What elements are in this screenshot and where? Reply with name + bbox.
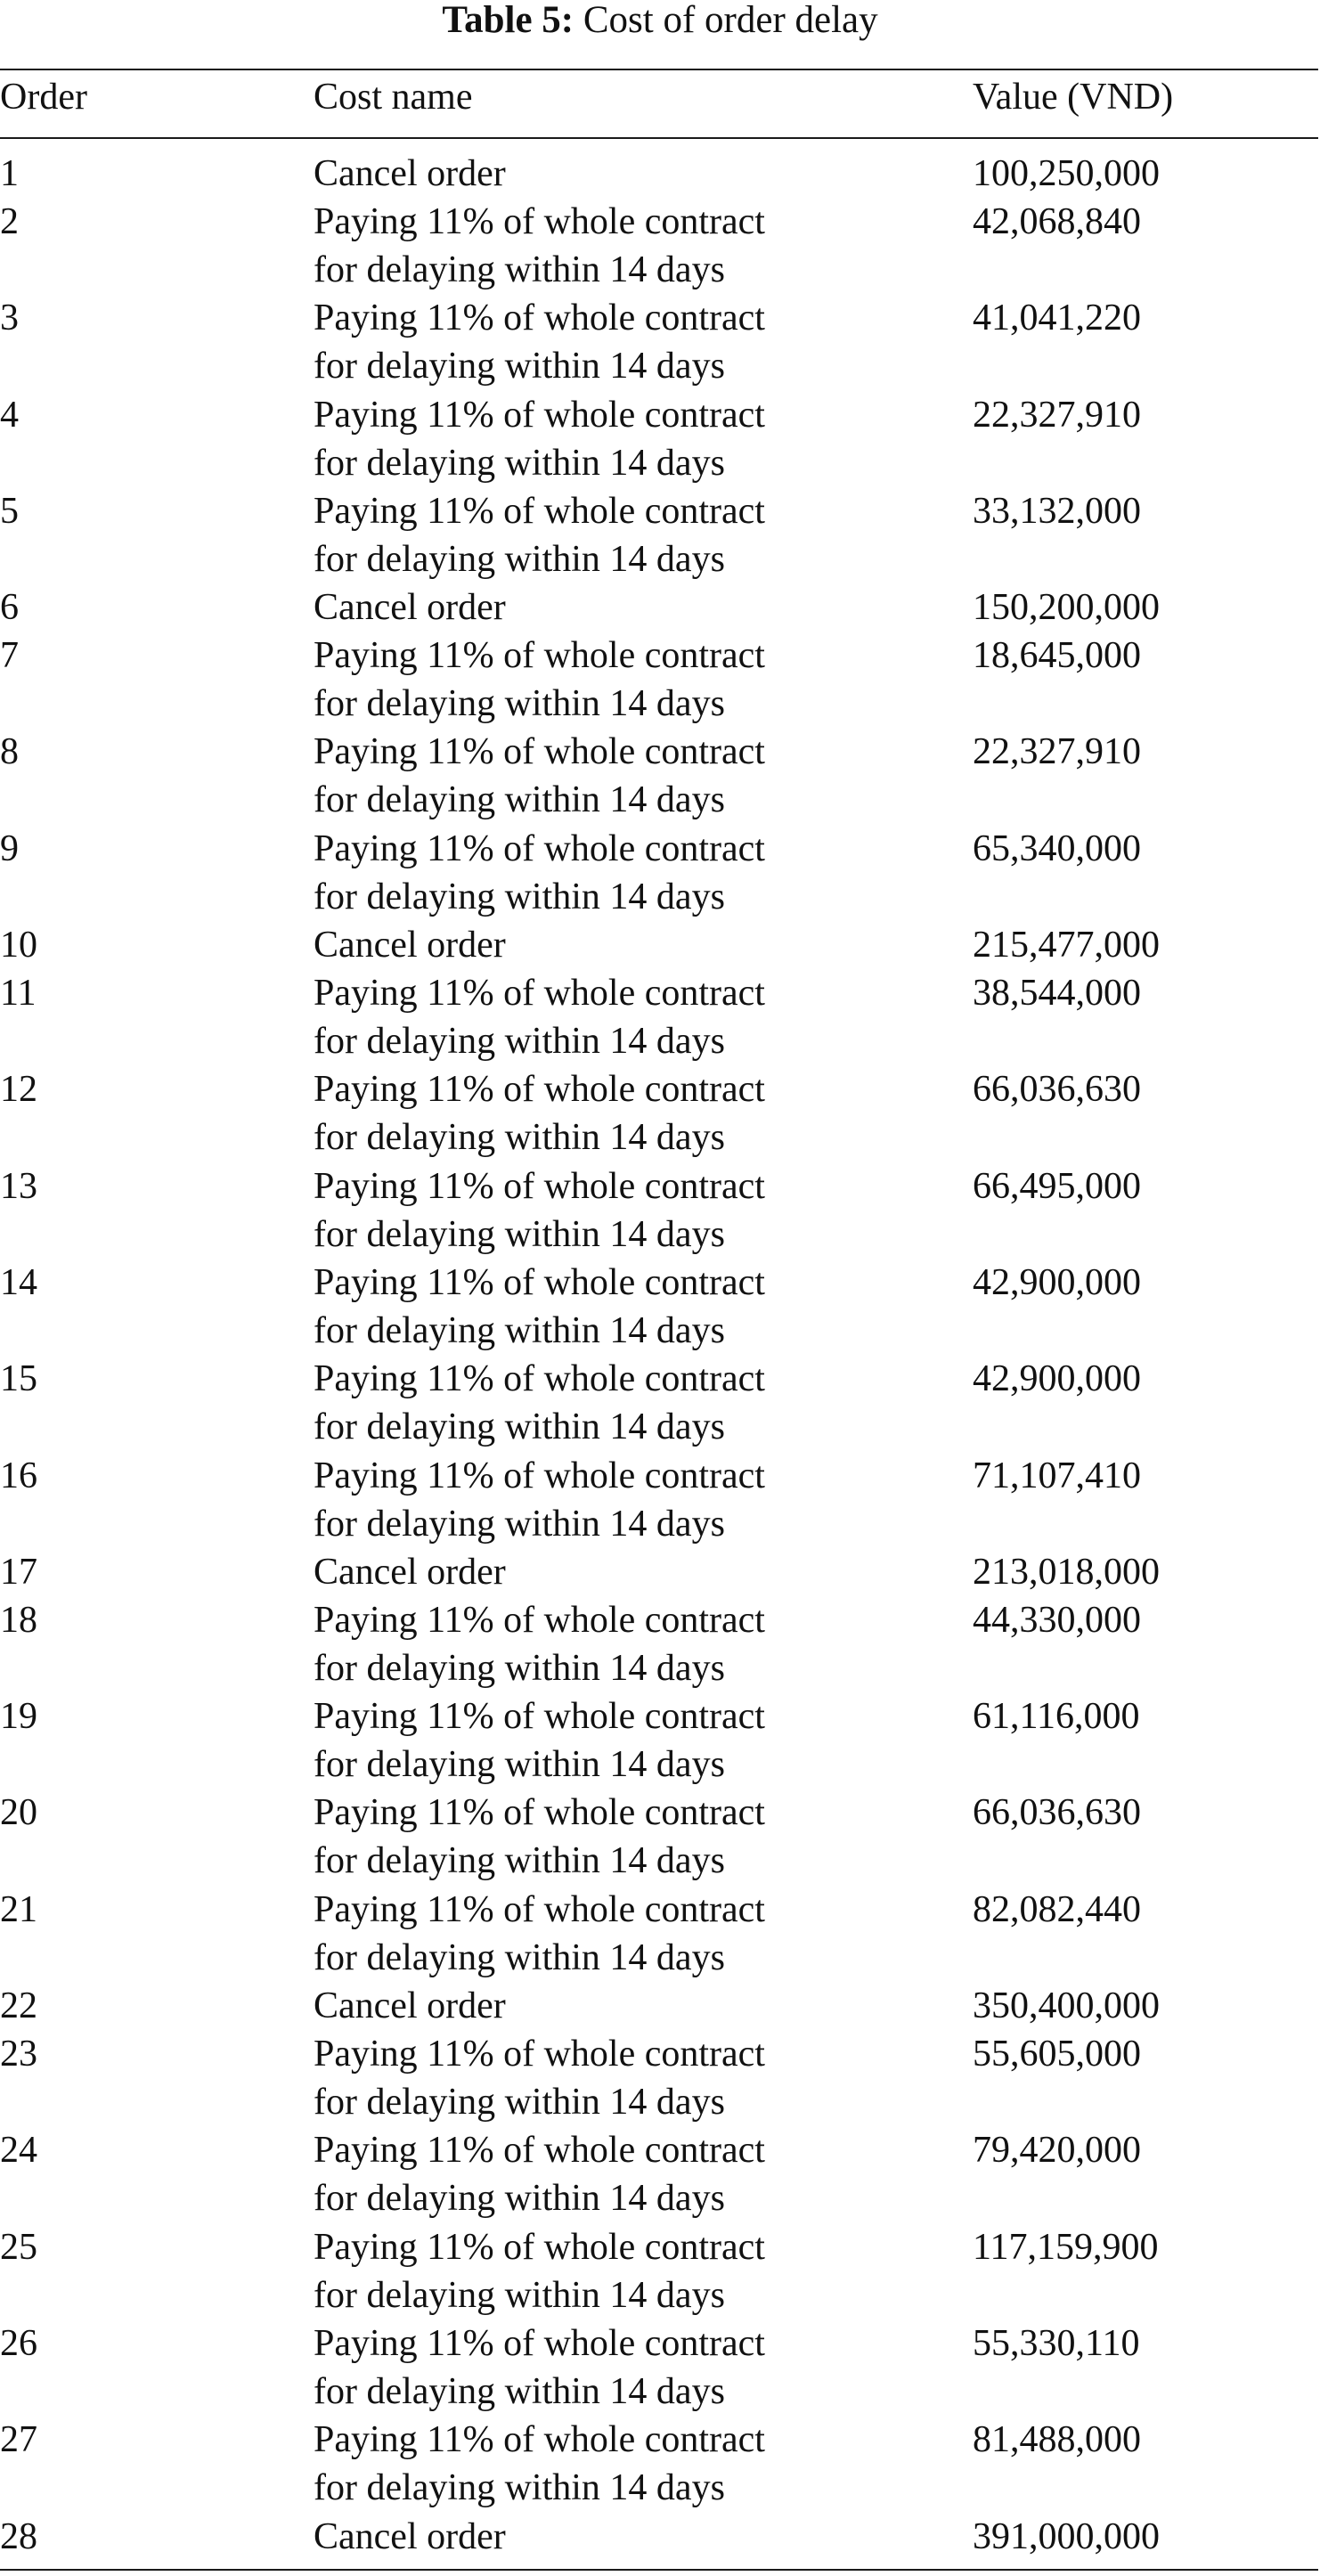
cell-value: 44,330,000 (973, 1599, 1141, 1641)
table-row (0, 1789, 1320, 1885)
cell-cost-name (314, 1162, 765, 1259)
table-row (0, 1982, 1320, 2030)
table-row (0, 2513, 1320, 2561)
cost-name-line: for delaying within 14 days (314, 1117, 725, 1159)
cell-cost-name (314, 728, 765, 824)
table-row (0, 1452, 1320, 1548)
table-row (0, 825, 1320, 921)
cell-order: 17 (0, 1551, 37, 1593)
table-row (0, 1596, 1320, 1692)
cost-name-line: for delaying within 14 days (314, 779, 725, 821)
cell-cost-name (314, 2513, 506, 2561)
cost-name-line: Paying 11% of whole contract (314, 1165, 765, 1207)
cost-name-line: for delaying within 14 days (314, 538, 725, 580)
table-row (0, 2319, 1320, 2416)
cost-name-line: Cancel order (314, 925, 506, 966)
cell-value: 22,327,910 (973, 394, 1141, 436)
cost-name-line: Paying 11% of whole contract (314, 2226, 765, 2268)
cell-cost-name (314, 825, 765, 921)
cell-cost-name (314, 1789, 765, 1885)
cell-value: 71,107,410 (973, 1455, 1141, 1496)
cell-value: 66,495,000 (973, 1165, 1141, 1207)
cell-cost-name (314, 1692, 765, 1789)
cost-name-line: for delaying within 14 days (314, 683, 725, 725)
cell-order: 26 (0, 2322, 37, 2364)
table-row (0, 1065, 1320, 1162)
cell-cost-name (314, 1065, 765, 1162)
cost-name-line: Paying 11% of whole contract (314, 2130, 765, 2172)
cost-name-line: for delaying within 14 days (314, 249, 725, 290)
cell-order: 25 (0, 2226, 37, 2268)
cell-value: 66,036,630 (973, 1792, 1141, 1834)
cost-name-line: Paying 11% of whole contract (314, 1455, 765, 1496)
cell-order: 5 (0, 490, 19, 532)
cost-name-line: for delaying within 14 days (314, 1840, 725, 1882)
cell-cost-name (314, 2319, 765, 2416)
cost-name-line: for delaying within 14 days (314, 1021, 725, 1063)
table-row (0, 1886, 1320, 1982)
cell-value: 213,018,000 (973, 1551, 1160, 1593)
table-row (0, 2126, 1320, 2222)
cell-value: 33,132,000 (973, 490, 1141, 532)
cost-name-line: for delaying within 14 days (314, 1213, 725, 1255)
cell-value: 42,900,000 (973, 1261, 1141, 1303)
cost-name-line: for delaying within 14 days (314, 876, 725, 917)
cost-name-line: for delaying within 14 days (314, 2370, 725, 2412)
cell-order: 20 (0, 1792, 37, 1834)
cell-cost-name (314, 1596, 765, 1692)
cell-cost-name (314, 583, 506, 632)
table-row (0, 583, 1320, 632)
cell-cost-name (314, 2223, 765, 2319)
cost-name-line: Paying 11% of whole contract (314, 731, 765, 773)
cell-cost-name (314, 1452, 765, 1548)
table-top-rule (0, 69, 1318, 70)
cell-value: 55,330,110 (973, 2322, 1140, 2364)
cost-name-line: Cancel order (314, 1551, 506, 1593)
cell-value: 55,605,000 (973, 2034, 1141, 2075)
cost-name-line: Paying 11% of whole contract (314, 973, 765, 1015)
cell-order: 1 (0, 153, 19, 194)
table-row (0, 728, 1320, 824)
table-row (0, 2416, 1320, 2512)
cost-name-line: for delaying within 14 days (314, 346, 725, 387)
cell-value: 18,645,000 (973, 635, 1141, 677)
cell-cost-name (314, 1548, 506, 1596)
cell-value: 215,477,000 (973, 925, 1160, 966)
cell-cost-name (314, 1886, 765, 1982)
table-row (0, 921, 1320, 969)
cell-cost-name (314, 198, 765, 294)
cell-value: 38,544,000 (973, 973, 1141, 1015)
table-row (0, 391, 1320, 487)
cell-value: 22,327,910 (973, 731, 1141, 773)
table-row (0, 969, 1320, 1065)
cell-order: 27 (0, 2419, 37, 2461)
cost-name-line: for delaying within 14 days (314, 1309, 725, 1351)
cost-name-line: for delaying within 14 days (314, 2274, 725, 2316)
table-row (0, 1692, 1320, 1789)
cell-cost-name (314, 391, 765, 487)
cell-order: 16 (0, 1455, 37, 1496)
table-row (0, 294, 1320, 390)
cell-order: 23 (0, 2034, 37, 2075)
cost-name-line: Paying 11% of whole contract (314, 201, 765, 242)
cell-value: 350,400,000 (973, 1985, 1160, 2027)
cell-order: 2 (0, 201, 19, 242)
cell-cost-name (314, 1259, 765, 1355)
cost-name-line: for delaying within 14 days (314, 1647, 725, 1689)
cell-order: 4 (0, 394, 19, 436)
cell-cost-name (314, 150, 506, 198)
cost-name-line: for delaying within 14 days (314, 2467, 725, 2509)
table-row (0, 1162, 1320, 1259)
cost-name-line: Cancel order (314, 1985, 506, 2027)
cost-name-line: Cancel order (314, 587, 506, 629)
cost-name-line: Paying 11% of whole contract (314, 2419, 765, 2461)
table-row (0, 632, 1320, 728)
cell-order: 19 (0, 1696, 37, 1738)
cell-value: 79,420,000 (973, 2130, 1141, 2172)
cost-name-line: for delaying within 14 days (314, 2178, 725, 2220)
cost-name-line: Paying 11% of whole contract (314, 1888, 765, 1930)
cost-name-line: for delaying within 14 days (314, 442, 725, 484)
cell-order: 9 (0, 827, 19, 869)
header-value: Value (VND) (973, 77, 1174, 118)
cell-cost-name (314, 2416, 765, 2512)
cell-value: 82,082,440 (973, 1888, 1141, 1930)
cell-value: 117,159,900 (973, 2226, 1159, 2268)
cost-name-line: for delaying within 14 days (314, 1503, 725, 1545)
cost-name-line: Paying 11% of whole contract (314, 2322, 765, 2364)
cell-cost-name (314, 294, 765, 390)
cell-order: 14 (0, 1261, 37, 1303)
cost-name-line: Paying 11% of whole contract (314, 1599, 765, 1641)
table-bottom-rule (0, 2569, 1318, 2571)
table-caption-label: Table 5: (442, 0, 574, 41)
cost-name-line: Cancel order (314, 2515, 506, 2557)
cost-name-line: Paying 11% of whole contract (314, 1261, 765, 1303)
cost-name-line: Cancel order (314, 153, 506, 194)
cost-name-line: for delaying within 14 days (314, 1744, 725, 1786)
table-row (0, 198, 1320, 294)
cell-cost-name (314, 1355, 765, 1451)
cell-order: 8 (0, 731, 19, 773)
cell-value: 150,200,000 (973, 587, 1160, 629)
cell-value: 65,340,000 (973, 827, 1141, 869)
cell-order: 6 (0, 587, 19, 629)
cell-value: 41,041,220 (973, 298, 1141, 339)
cost-name-line: for delaying within 14 days (314, 1406, 725, 1448)
cell-cost-name (314, 969, 765, 1065)
cell-value: 391,000,000 (973, 2515, 1160, 2557)
table-header (0, 73, 1320, 126)
cell-order: 21 (0, 1888, 37, 1930)
cost-name-line: Paying 11% of whole contract (314, 1696, 765, 1738)
cell-order: 28 (0, 2515, 37, 2557)
header-cost-name: Cost name (314, 77, 473, 118)
table-caption-title: Cost of order delay (583, 0, 878, 41)
table-row (0, 1259, 1320, 1355)
table-row (0, 487, 1320, 583)
cost-name-line: Paying 11% of whole contract (314, 1792, 765, 1834)
cost-name-line: for delaying within 14 days (314, 1936, 725, 1978)
cost-name-line: Paying 11% of whole contract (314, 827, 765, 869)
cell-value: 42,068,840 (973, 201, 1141, 242)
cell-order: 3 (0, 298, 19, 339)
header-order: Order (0, 77, 87, 118)
table-header-rule (0, 137, 1318, 139)
cost-name-line: Paying 11% of whole contract (314, 490, 765, 532)
cell-order: 15 (0, 1358, 37, 1400)
cell-cost-name (314, 487, 765, 583)
cell-cost-name (314, 2126, 765, 2222)
cell-value: 61,116,000 (973, 1696, 1140, 1738)
table-row (0, 2030, 1320, 2126)
cell-order: 10 (0, 925, 37, 966)
cost-name-line: Paying 11% of whole contract (314, 635, 765, 677)
cost-name-line: Paying 11% of whole contract (314, 298, 765, 339)
cell-value: 81,488,000 (973, 2419, 1141, 2461)
cell-order: 13 (0, 1165, 37, 1207)
cost-name-line: Paying 11% of whole contract (314, 394, 765, 436)
cost-name-line: for delaying within 14 days (314, 2082, 725, 2124)
cost-name-line: Paying 11% of whole contract (314, 2034, 765, 2075)
cell-cost-name (314, 921, 506, 969)
cell-value: 42,900,000 (973, 1358, 1141, 1400)
cell-order: 11 (0, 973, 37, 1015)
cell-value: 66,036,630 (973, 1069, 1141, 1111)
table-caption (0, 0, 1320, 45)
table-row (0, 1548, 1320, 1596)
table-row (0, 1355, 1320, 1451)
cell-value: 100,250,000 (973, 153, 1160, 194)
cell-cost-name (314, 1982, 506, 2030)
table-body (0, 150, 1320, 2561)
cell-order: 22 (0, 1985, 37, 2027)
cell-cost-name (314, 632, 765, 728)
cell-order: 7 (0, 635, 19, 677)
cost-name-line: Paying 11% of whole contract (314, 1358, 765, 1400)
cell-order: 18 (0, 1599, 37, 1641)
cell-order: 24 (0, 2130, 37, 2172)
cell-cost-name (314, 2030, 765, 2126)
cost-name-line: Paying 11% of whole contract (314, 1069, 765, 1111)
table-row (0, 2223, 1320, 2319)
cell-order: 12 (0, 1069, 37, 1111)
table-row (0, 150, 1320, 198)
